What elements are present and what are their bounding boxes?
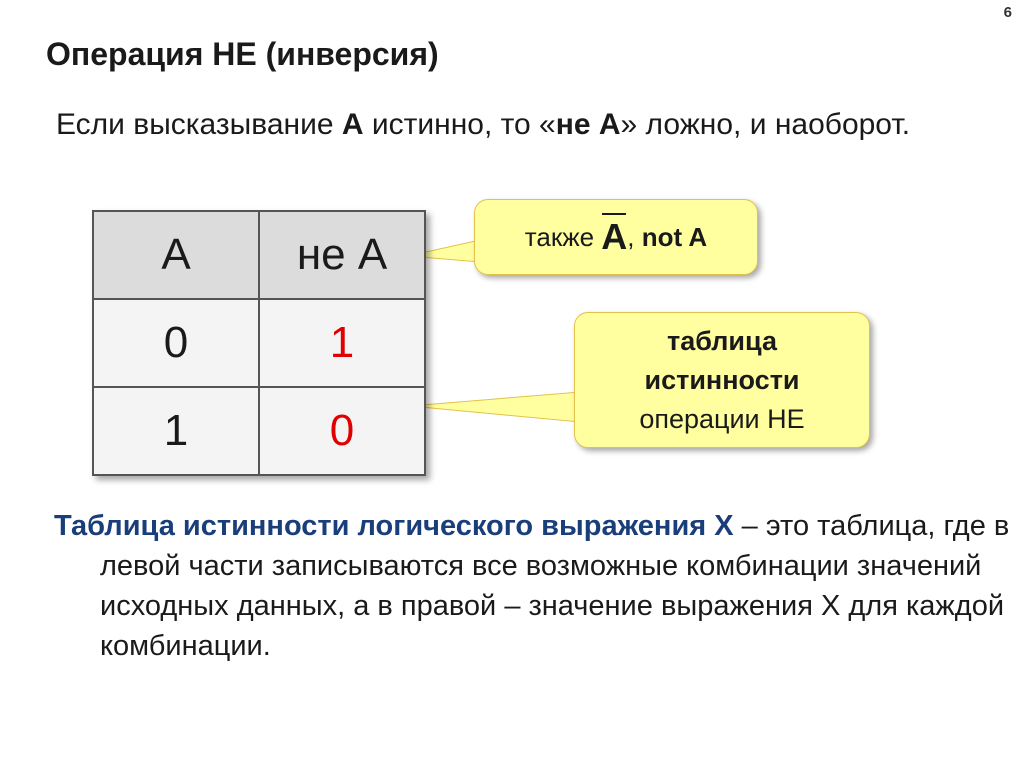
table-header-not-a: не А (259, 211, 425, 299)
callout-top-not-a: not A (641, 222, 708, 252)
intro-bold-a: А (341, 108, 364, 141)
intro-text-3: » ложно, и наоборот. (620, 108, 911, 141)
definition-term: Таблица истинности логического выражения Х (54, 510, 734, 542)
overline-bar (602, 213, 626, 215)
callout-also-notation (474, 199, 758, 275)
truth-table (92, 210, 426, 476)
callout-mid-pointer (410, 392, 580, 422)
table-cell-a: 0 (93, 299, 259, 387)
callout-mid-line-3: операции НЕ (639, 403, 805, 434)
intro-text-2: истинно, то « (363, 108, 556, 141)
overlined-a (601, 216, 628, 257)
page-number: 6 (1003, 4, 1012, 21)
overlined-a-letter: А (601, 216, 628, 257)
table-cell-not-a: 1 (259, 299, 425, 387)
definition-text: – это таблица, где в левой части записываются все возможные комбинации значений исходных данных, а в правой – значение выражения Х для каждой комбинации. (100, 510, 1010, 662)
callout-top-prefix: также (524, 222, 602, 252)
definition-paragraph (54, 506, 1020, 666)
table-cell-not-a: 0 (259, 387, 425, 475)
table-row (93, 387, 425, 475)
callout-mid-line-1: таблица (667, 325, 777, 356)
table-cell-a: 1 (93, 387, 259, 475)
table-header-row (93, 211, 425, 299)
intro-statement (56, 104, 986, 145)
slide-title: Операция НЕ (инверсия) (46, 36, 439, 72)
table-header-a: А (93, 211, 259, 299)
intro-bold-not-a: не А (555, 108, 621, 141)
callout-top-separator: , (627, 222, 642, 252)
intro-text-1: Если высказывание (56, 108, 342, 141)
table-row (93, 299, 425, 387)
callout-mid-line-2: истинности (644, 364, 800, 395)
callout-truth-table (574, 312, 870, 448)
